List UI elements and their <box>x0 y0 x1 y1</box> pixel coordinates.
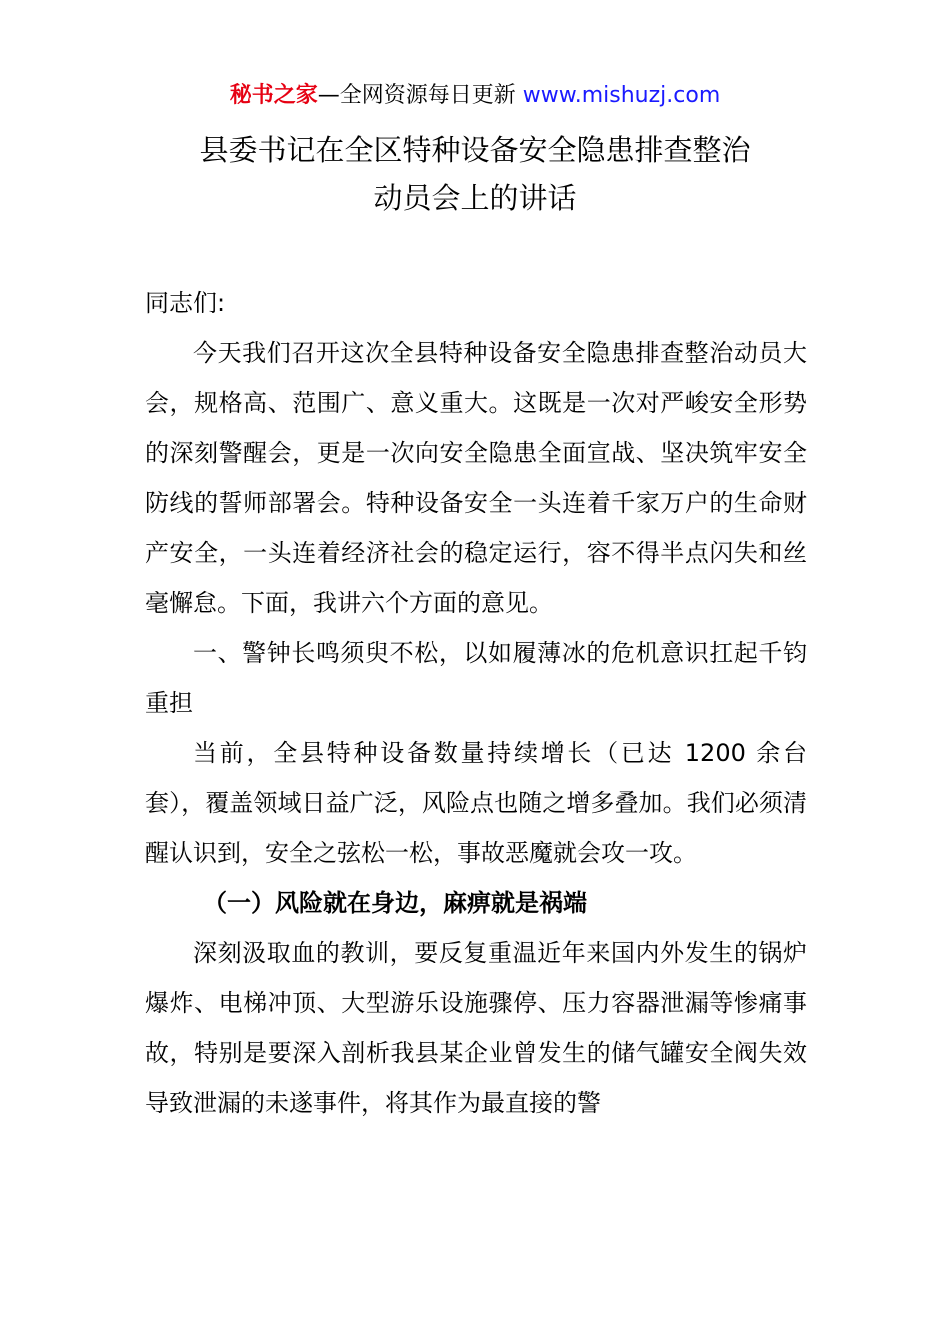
title-line-2: 动员会上的讲话 <box>373 181 577 215</box>
intro-paragraph: 今天我们召开这次全县特种设备安全隐患排查整治动员大会，规格高、范围广、意义重大。这既是一次对严峻安全形势的深刻警醒会，更是一次向安全隐患全面宣战、坚决筑牢安全防线的誓师部署会。特种设备安全一头连着千家万户的生命财产安全，一头连着经济社会的稳定运行，容不得半点闪失和丝毫懈怠。下面，我讲六个方面的意见。 <box>145 339 807 617</box>
document-title <box>0 126 950 222</box>
salutation: 同志们: <box>145 289 226 317</box>
title-line-1: 县委书记在全区特种设备安全隐患排查整治 <box>199 133 751 167</box>
subsection-1-heading: （一）风险就在身边，麻痹就是祸端 <box>203 889 587 917</box>
document-body <box>145 278 807 1128</box>
site-url-link[interactable]: www.mishuzj.com <box>522 83 721 108</box>
section-1-paragraph: 当前，全县特种设备数量持续增长（已达 1200 余台套），覆盖领域日益广泛，风险点也随之增多叠加。我们必须清醒认识到，安全之弦松一松，事故恶魔就会攻一攻。 <box>145 739 807 867</box>
brand-name: 秘书之家 <box>229 83 318 108</box>
site-tagline: —全网资源每日更新 <box>317 83 523 108</box>
subsection-1-paragraph: 深刻汲取血的教训，要反复重温近年来国内外发生的锅炉爆炸、电梯冲顶、大型游乐设施骤停、压力容器泄漏等惨痛事故，特别是要深入剖析我县某企业曾发生的储气罐安全阀失效导致泄漏的未遂事件，将其作为最直接的警 <box>145 939 807 1117</box>
section-1-heading: 一、警钟长鸣须臾不松，以如履薄冰的危机意识扛起千钧重担 <box>145 639 807 717</box>
site-header <box>0 80 950 112</box>
